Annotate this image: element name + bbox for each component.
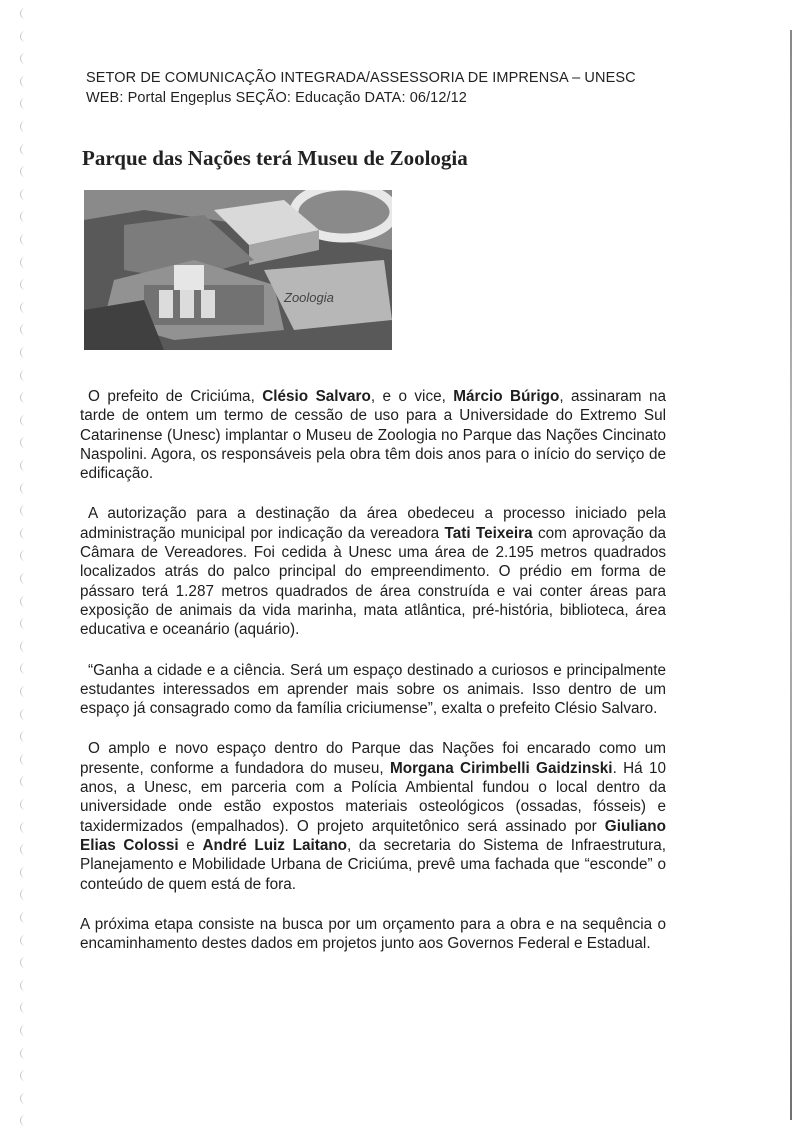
paragraph-1: O prefeito de Criciúma, Clésio Salvaro, e o vice, Márcio Búrigo, assinaram na tarde de ontem um termo de cessão de uso para a Universidade do Extremo Sul Catarinense (Unesc) implantar o Museu de Zoologia no Parque das Nações Cincinato Naspolini. Agora, os responsáveis pela obra têm dois anos para o início do serviço de edificação.: [80, 388, 666, 483]
binding-hole: [20, 460, 27, 471]
paragraph-5: A próxima etapa consiste na busca por um orçamento para a obra e na sequência o encaminhamento destes dados em projetos junto aos Governos Federal e Estadual.: [80, 915, 666, 953]
binding-hole: [20, 279, 27, 290]
binding-hole: [20, 912, 27, 923]
binding-hole: [20, 1025, 27, 1036]
binding-hole: [20, 957, 27, 968]
museum-model-render: [84, 190, 392, 350]
page-edge-shadow: [790, 30, 792, 1120]
paragraph-4: O amplo e novo espaço dentro do Parque das Nações foi encarado como um presente, conforme a fundadora do museu, Morgana Cirimbelli Gaidzinski. Há 10 anos, a Unesc, em parceria com a Polícia Ambiental fundou o local dentro da universidade onde estão expostos materiais osteológicos (ossadas, fósseis) e taxidermizados (empalhados). O projeto arquitetônico será assinado por Giuliano Elias Colossi e André Luiz Laitano, da secretaria do Sistema de Infraestrutura, Planejamento e Mobilidade Urbana de Criciúma, prevê uma fachada que “esconde” o conteúdo de quem está de fora.: [80, 740, 667, 893]
binding-hole: [20, 53, 27, 64]
name-mayor: Clésio Salvaro: [262, 388, 371, 405]
binding-hole: [20, 211, 27, 222]
binding-hole: [20, 370, 27, 381]
name-architect-2: André Luiz Laitano: [202, 836, 348, 854]
binding-hole: [20, 980, 27, 991]
paragraph-2: A autorização para a destinação da área obedeceu a processo iniciado pela administração municipal por indicação da vereadora Tati Teixeira com aprovação da Câmara de Vereadores. Foi cedida à Unesc uma área de 2.195 metros quadrados localizados atrás do palco principal do empreendimento. O prédio em forma de pássaro terá 1.287 metros quadrados de área construída e vai conter áreas para exposição de animais da vida marinha, mata atlântica, pré-história, biblioteca, área educativa e oceanário (aquário).: [80, 505, 666, 639]
binding-hole: [20, 550, 27, 561]
binding-hole: [20, 528, 27, 539]
binding-hole: [20, 437, 27, 448]
header-department: SETOR DE COMUNICAÇÃO INTEGRADA/ASSESSORIA DE IMPRENSA – UNESC: [86, 70, 636, 86]
clipping-header: [86, 68, 636, 108]
binding-hole: [20, 98, 27, 109]
binding-hole: [20, 166, 27, 177]
binding-hole: [20, 1070, 27, 1081]
binding-hole: [20, 392, 27, 403]
binding-hole: [20, 1093, 27, 1104]
binding-hole: [20, 302, 27, 313]
article-body: [80, 387, 666, 974]
binding-hole: [20, 596, 27, 607]
binding-hole: [20, 324, 27, 335]
binding-holes: [14, 0, 34, 1131]
binding-hole: [20, 822, 27, 833]
binding-hole: [20, 709, 27, 720]
binding-hole: [20, 889, 27, 900]
binding-hole: [20, 76, 27, 87]
name-vice-mayor: Márcio Búrigo: [453, 388, 560, 405]
binding-hole: [20, 799, 27, 810]
binding-hole: [20, 8, 27, 19]
photo-sign-text: Zoologia: [284, 290, 334, 305]
binding-hole: [20, 731, 27, 742]
binding-hole: [20, 686, 27, 697]
header-source-info: WEB: Portal Engeplus SEÇÃO: Educação DATA: 06/12/12: [86, 90, 467, 106]
name-architect-1: Giuliano Elias Colossi: [80, 817, 666, 854]
article-photo: [84, 190, 392, 350]
binding-hole: [20, 415, 27, 426]
binding-hole: [20, 1115, 27, 1126]
binding-hole: [20, 1002, 27, 1013]
paragraph-3: “Ganha a cidade e a ciência. Será um espaço destinado a curiosos e principalmente estudantes interessados em aprender mais sobre os animais. Isso dentro de um espaço já consagrado como da família criciumense”, exalta o prefeito Clésio Salvaro.: [80, 661, 666, 718]
binding-hole: [20, 641, 27, 652]
binding-hole: [20, 31, 27, 42]
binding-hole: [20, 257, 27, 268]
binding-hole: [20, 505, 27, 516]
binding-hole: [20, 189, 27, 200]
binding-hole: [20, 234, 27, 245]
binding-hole: [20, 754, 27, 765]
binding-hole: [20, 347, 27, 358]
binding-hole: [20, 483, 27, 494]
binding-hole: [20, 935, 27, 946]
binding-hole: [20, 663, 27, 674]
binding-hole: [20, 1048, 27, 1059]
binding-hole: [20, 776, 27, 787]
binding-hole: [20, 144, 27, 155]
binding-hole: [20, 573, 27, 584]
binding-hole: [20, 867, 27, 878]
name-councilwoman: Tati Teixeira: [444, 524, 533, 542]
name-founder: Morgana Cirimbelli Gaidzinski: [389, 759, 613, 777]
article-title: Parque das Nações terá Museu de Zoologia: [82, 146, 468, 170]
binding-hole: [20, 121, 27, 132]
binding-hole: [20, 844, 27, 855]
binding-hole: [20, 618, 27, 629]
